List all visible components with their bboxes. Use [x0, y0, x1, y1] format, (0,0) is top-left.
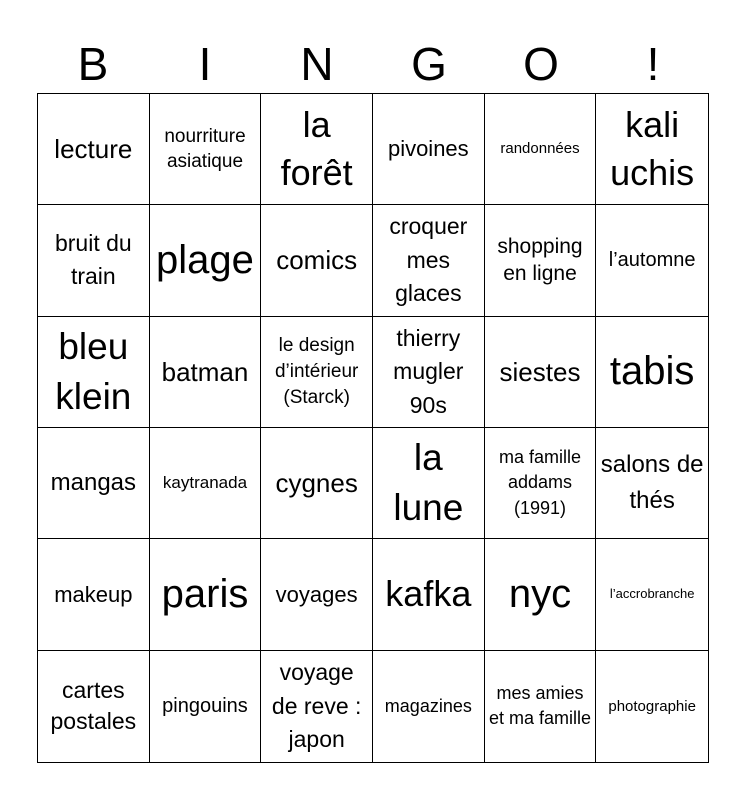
bingo-cell[interactable]: [596, 428, 708, 539]
title-letter-g: G: [411, 38, 447, 90]
cell-label: ma famille addams (1991): [498, 446, 581, 518]
cell-label: siestes: [499, 356, 581, 387]
cell-label: bleu klein: [55, 325, 132, 417]
bingo-cell[interactable]: [261, 205, 373, 316]
cell-label: tabis: [609, 349, 695, 394]
cell-label: randonnées: [500, 140, 580, 158]
cell-label: salons de thés: [600, 451, 704, 515]
bingo-cell[interactable]: [373, 205, 485, 316]
cell-label: kaytranada: [162, 473, 248, 493]
bingo-board: [37, 93, 709, 763]
bingo-cell[interactable]: [373, 94, 485, 205]
bingo-cell[interactable]: [596, 651, 708, 762]
cell-label: plage: [156, 238, 254, 283]
bingo-cell[interactable]: [261, 539, 373, 650]
cell-label: mangas: [50, 469, 137, 497]
cell-label: kafka: [385, 573, 472, 615]
bingo-cell[interactable]: [261, 428, 373, 539]
cell-label: le design d’intérieur (Starck): [274, 335, 359, 408]
bingo-cell[interactable]: [150, 651, 262, 762]
cell-label: pivoines: [387, 136, 469, 162]
cell-label: kali uchis: [610, 103, 695, 194]
bingo-cell[interactable]: [373, 317, 485, 428]
cell-label: voyage de reve : japon: [271, 659, 362, 752]
bingo-cell[interactable]: [373, 651, 485, 762]
title-letter-exclamation: !: [646, 38, 660, 90]
bingo-cell[interactable]: [485, 539, 597, 650]
bingo-cell[interactable]: [485, 205, 597, 316]
cell-label: la forêt: [280, 103, 353, 194]
cell-label: l’automne: [608, 249, 696, 272]
bingo-cell[interactable]: [150, 317, 262, 428]
cell-label: nyc: [508, 572, 572, 617]
bingo-cell[interactable]: [38, 205, 150, 316]
bingo-cell[interactable]: [485, 428, 597, 539]
cell-label: shopping en ligne: [497, 235, 583, 286]
bingo-cell[interactable]: [38, 539, 150, 650]
cell-label: cygnes: [275, 467, 358, 498]
cell-label: voyages: [275, 581, 358, 607]
bingo-cell[interactable]: [485, 651, 597, 762]
bingo-cell[interactable]: [38, 651, 150, 762]
cell-label: cartes postales: [50, 676, 137, 735]
bingo-cell[interactable]: [150, 205, 262, 316]
cell-label: mes amies et ma famille: [488, 682, 592, 729]
cell-label: paris: [161, 572, 249, 617]
bingo-cell[interactable]: [261, 651, 373, 762]
title-letter-i: I: [198, 38, 212, 90]
cell-label: la lune: [393, 437, 464, 529]
bingo-cell[interactable]: [596, 539, 708, 650]
bingo-cell[interactable]: [596, 94, 708, 205]
bingo-cell[interactable]: [373, 539, 485, 650]
bingo-cell[interactable]: [150, 428, 262, 539]
cell-label: bruit du train: [54, 230, 132, 290]
title-letter-b: B: [77, 38, 109, 90]
bingo-cell[interactable]: [373, 428, 485, 539]
cell-label: thierry mugler 90s: [393, 324, 464, 418]
cell-label: l’accrobranche: [609, 586, 695, 602]
cell-label: makeup: [54, 581, 133, 607]
bingo-cell[interactable]: [596, 205, 708, 316]
cell-label: batman: [161, 356, 249, 387]
cell-label: croquer mes glaces: [389, 213, 468, 307]
cell-label: magazines: [384, 695, 472, 716]
title-letter-o: O: [523, 38, 559, 90]
bingo-cell[interactable]: [485, 94, 597, 205]
cell-label: photographie: [608, 697, 696, 715]
bingo-title: [37, 34, 709, 94]
cell-label: lecture: [54, 133, 133, 164]
bingo-cell[interactable]: [261, 94, 373, 205]
bingo-cell[interactable]: [150, 539, 262, 650]
cell-label: nourriture asiatique: [164, 125, 246, 173]
bingo-cell[interactable]: [485, 317, 597, 428]
bingo-cell[interactable]: [38, 94, 150, 205]
bingo-cell[interactable]: [38, 428, 150, 539]
title-letter-n: N: [300, 38, 334, 90]
bingo-cell[interactable]: [150, 94, 262, 205]
bingo-cell[interactable]: [596, 317, 708, 428]
bingo-cell[interactable]: [38, 317, 150, 428]
cell-label: comics: [276, 245, 358, 276]
cell-label: pingouins: [162, 695, 248, 718]
bingo-cell[interactable]: [261, 317, 373, 428]
